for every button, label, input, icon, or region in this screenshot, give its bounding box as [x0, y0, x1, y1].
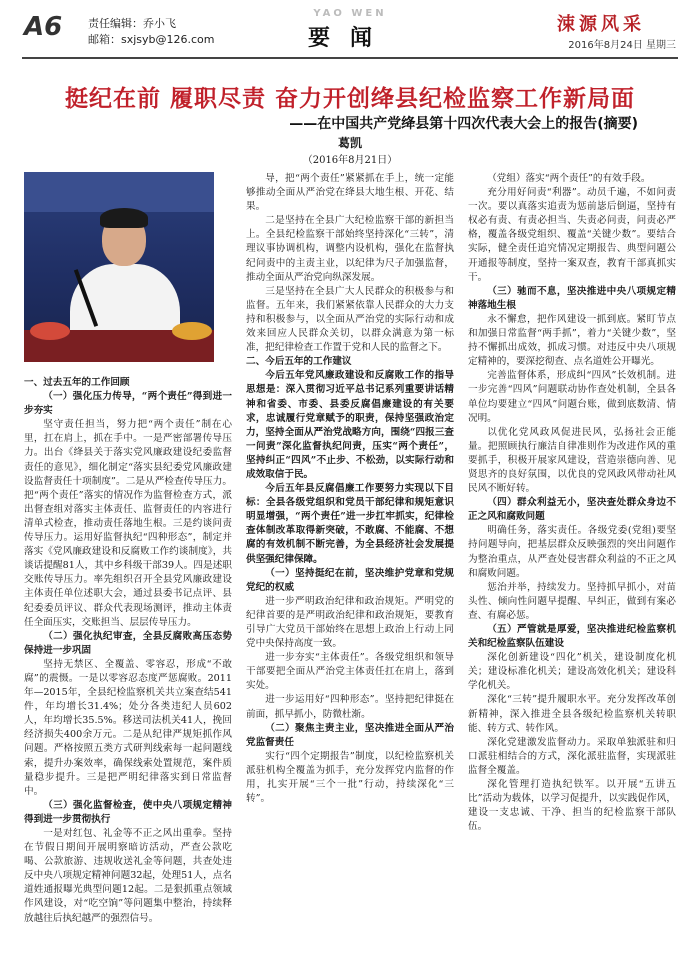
article-column-3 [468, 172, 676, 962]
article-column-1 [24, 376, 232, 962]
paragraph: 导，把“两个责任”紧紧抓在手上，统一定能够推动全面从严治党在绛县大地生根、开花、结果。 [246, 173, 454, 213]
page-header [0, 0, 700, 60]
paragraph: 明确任务，落实责任。各级党委(党组)要坚持问题导向，把基层群众反映强烈的突出问题作为整治重点，从严查处侵害群众利益的不正之风和腐败问题。 [468, 525, 676, 579]
paragraph: 实行“四个定期报告”制度，以纪检监察机关派驻机构全覆盖为抓手，充分发挥党内监督的作用，扎实开展“三个一批”行动，持续深化“三转”。 [246, 750, 454, 805]
paragraph: 深化创新建设“四化”机关，建设制度化机关；建设标准化机关；建设高效化机关；建设科学化机关。 [468, 652, 676, 692]
article-author: 葛凯 [337, 136, 362, 150]
flowers-icon [30, 322, 70, 340]
paragraph: 坚守责任担当，努力把“两个责任”制在心里，扛在肩上，抓在手中。一是严密部署传导压力。出台《绛县关于落实党风廉政建设纪委监督责任的意见》，细化制定“落实县纪委党风廉政建设监督责任十项制度”。二是从严检查传导压力。把“两个责任”落实的情况作为监督检查方式，派出督查组对落实主体责任、监督责任的内容进行清单式检查，推动责任落地生根。三是约谈问责传导压力。运用好监督执纪“四种形态”，制定并落实《党风廉政建设和反腐败工作约谈制度》，共谈话提醒81人，其中乡科级干部39人。四是述职交账传导压力。率先组织召开全县党风廉政建设主体责任单位述职大会，通过县委书记点评、县纪委委员评议、群众代表现场测评，推动主体责任全面压实，交账担当、层层传导压力。 [24, 419, 232, 628]
subsection-heading: （四）群众利益无小，坚决查处群众身边不正之风和腐败问题 [468, 497, 676, 523]
paragraph: 进一步运用好“四种形态”。坚持把纪律挺在前面，抓早抓小，防微杜渐。 [246, 694, 454, 720]
subsection-heading: （二）聚焦主责主业，坚决推进全面从严治党监督责任 [246, 722, 454, 748]
paragraph: 进一步夯实“主体责任”。各级党组织和领导干部要把全面从严治党主体责任扛在肩上，落到实处。 [246, 652, 454, 692]
section-pinyin: YAO WEN [313, 8, 387, 19]
subsection-heading: （一）坚持挺纪在前，坚决维护党章和党规党纪的权威 [246, 567, 454, 593]
paragraph: （党组）落实“两个责任”的有效手段。 [487, 173, 651, 184]
paragraph: 二是坚持在全县广大纪检监察干部的新担当上。全县纪检监察干部始终坚持深化“三转”，清理议事协调机构，调整内设机构，强化在监督执纪问责中的主责主业，以纪律为尺子加强监督，推动全面从严治党向纵深发展。 [246, 215, 454, 283]
flowers-icon [172, 322, 212, 340]
section-heading [290, 8, 410, 52]
paragraph: 三是坚持在全县广大人民群众的积极参与和监督。五年来，我们紧紧依靠人民群众的大力支持和积极参与，以全面从严治党的实际行动和成效来回应人民群众关切，以群众满意为第一标准，把纪律检查工作置于党和人民的监督之下。 [246, 285, 454, 354]
issue-date: 2016年8月24日 星期三 [568, 40, 676, 51]
editor-name: 责任编辑：乔小飞 [88, 17, 176, 30]
section-title: 要闻 [307, 25, 392, 51]
paragraph: 深化“三转”提升履职水平。充分发挥改革创新精神，深入推进全县各级纪检监察机关转职能、转方式、转作风。 [468, 694, 676, 734]
subsection-heading: （一）强化压力传导，“两个责任”得到进一步夯实 [24, 391, 232, 417]
article-title: 挺纪在前 履职尽责 奋力开创绛县纪检监察工作新局面 [64, 86, 635, 112]
speaker-photo [24, 172, 214, 362]
subsection-heading: （二）强化执纪审查，全县反腐败高压态势保持进一步巩固 [24, 630, 232, 656]
paragraph: 进一步严明政治纪律和政治规矩。严明党的纪律首要的是严明政治纪律和政治规矩，要教育引导广大党员干部始终在思想上政治上行动上同党中央保持高度一致。 [246, 595, 454, 650]
paragraph: 深化管理打造执纪铁军。以开展“五讲五比”活动为载体，以学习促提升，以实践促作风，建设一支忠诚、干净、担当的纪检监察干部队伍。 [468, 779, 676, 833]
editor-info [88, 16, 215, 48]
paragraph: 永不懈怠，把作风建设一抓到底。紧盯节点和加强日常监督“两手抓”，着力“关键少数”，坚持不懈抓出成效，抓成习惯。对违反中央八项规定精神的，要深挖彻查、点名道姓公开曝光。 [468, 313, 676, 368]
paragraph: 一是对红包、礼金等不正之风出重拳。坚持在节假日期间开展明察暗访活动，严查公款吃喝、公款旅游、违规收送礼金等问题，共查处违反中央八项规定精神问题32起，处理51人，点名道姓通报曝光典型问题12起。二是狠抓重点领域作风建设，对“吃空饷”等问题集中整治，持续释放越往后执纪越严的强烈信号。 [24, 828, 232, 924]
article-date: （2016年8月21日） [302, 155, 398, 166]
editor-email: 邮箱：sxjsyb@126.com [88, 33, 215, 46]
paragraph-bold: 今后五年党风廉政建设和反腐败工作的指导思想是：深入贯彻习近平总书记系列重要讲话精神和省委、市委、县委反腐倡廉建设的有关要求，忠诚履行党章赋予的职责，保持坚强政治定力，坚持全面从严治党战略方向，围绕“四报三查一问责”深化监督执纪问责，压实“两个责任”，坚持纠正“四风”不止步、不松劲，以实际行动和成效取信于民。 [246, 370, 454, 480]
paragraph: 惩治并举，持续发力。坚持抓早抓小，对苗头性、倾向性问题早提醒、早纠正，做到有案必查、有腐必惩。 [468, 581, 676, 621]
paragraph: 坚持无禁区、全覆盖、零容忍，形成“不敢腐”的震慑。一是以零容忍态度严惩腐败。2011年—2015年，全县纪检监察机关共立案查结541件，年均增长31.4%；处分各类违纪人员602人，年均增长35.5%。移送司法机关41人，挽回经济损失400余万元。二是从纪律严规矩抓作风问题。严格按照五类方式研判线索每一起问题线索，提升办案效率，确保线索处置规范，案件质量稳步提升。三是把严明纪律落实到日常监督中。 [24, 658, 232, 797]
page-number: A6 [24, 12, 63, 42]
article-column-2 [246, 172, 454, 962]
paragraph: 充分用好问责“利器”。动员千遍，不如问责一次。要以真落实追责为惩前毖后倒逼，坚持有权必有责、有责必担当、失责必问责，问责必严格，覆盖各级党组织、覆盖“关键少数”。要结合实际，健全责任追究情况定期报告、典型问题公开通报等制度，坚持一案双查，教育干部真抓实干。 [468, 187, 676, 283]
paragraph: 深化党建激发监督动力。采取单独派驻和归口派驻相结合的方式，深化派驻监督，实现派驻监督全覆盖。 [468, 736, 676, 776]
paragraph: 完善监督体系，形成纠“四风”长效机制。进一步完善“四风”问题联动协作查处机制，全县各单位均要建立“四风”问题台账，做到底数清、情况明。 [468, 370, 676, 424]
newspaper-brand: 涑源风采 [526, 10, 676, 32]
paragraph: 以优化党风政风促进民风，弘扬社会正能量。把照顾执行廉洁自律准则作为改进作风的重要抓手，积极开展家风建设，营造崇德向善、见贤思齐的良好氛围，以优良的党风政风带动社风民风不断好转。 [468, 426, 676, 495]
article-subtitle: ——在中国共产党绛县第十四次代表大会上的报告(摘要) [289, 116, 638, 132]
paragraph-bold: 今后五年县反腐倡廉工作要努力实现以下目标：全县各级党组织和党员干部纪律和规矩意识明显增强，“两个责任”进一步扛牢抓实，纪律检查体制改革取得新突破，不敢腐、不能腐、不想腐的有效机制不断完善，为全县经济社会发展提供坚强纪律保障。 [246, 483, 454, 565]
subsection-heading: （三）强化监督检查，使中央八项规定精神得到进一步贯彻执行 [24, 799, 232, 825]
section-heading: 一、过去五年的工作回顾 [24, 377, 130, 388]
subsection-heading: （三）驰而不息，坚决推进中央八项规定精神落地生根 [468, 285, 676, 311]
header-rule [22, 57, 678, 59]
subsection-heading: （五）严管就是厚爱，坚决推进纪检监察机关和纪检监察队伍建设 [468, 624, 676, 650]
section-heading: 二、今后五年的工作建议 [246, 356, 352, 368]
